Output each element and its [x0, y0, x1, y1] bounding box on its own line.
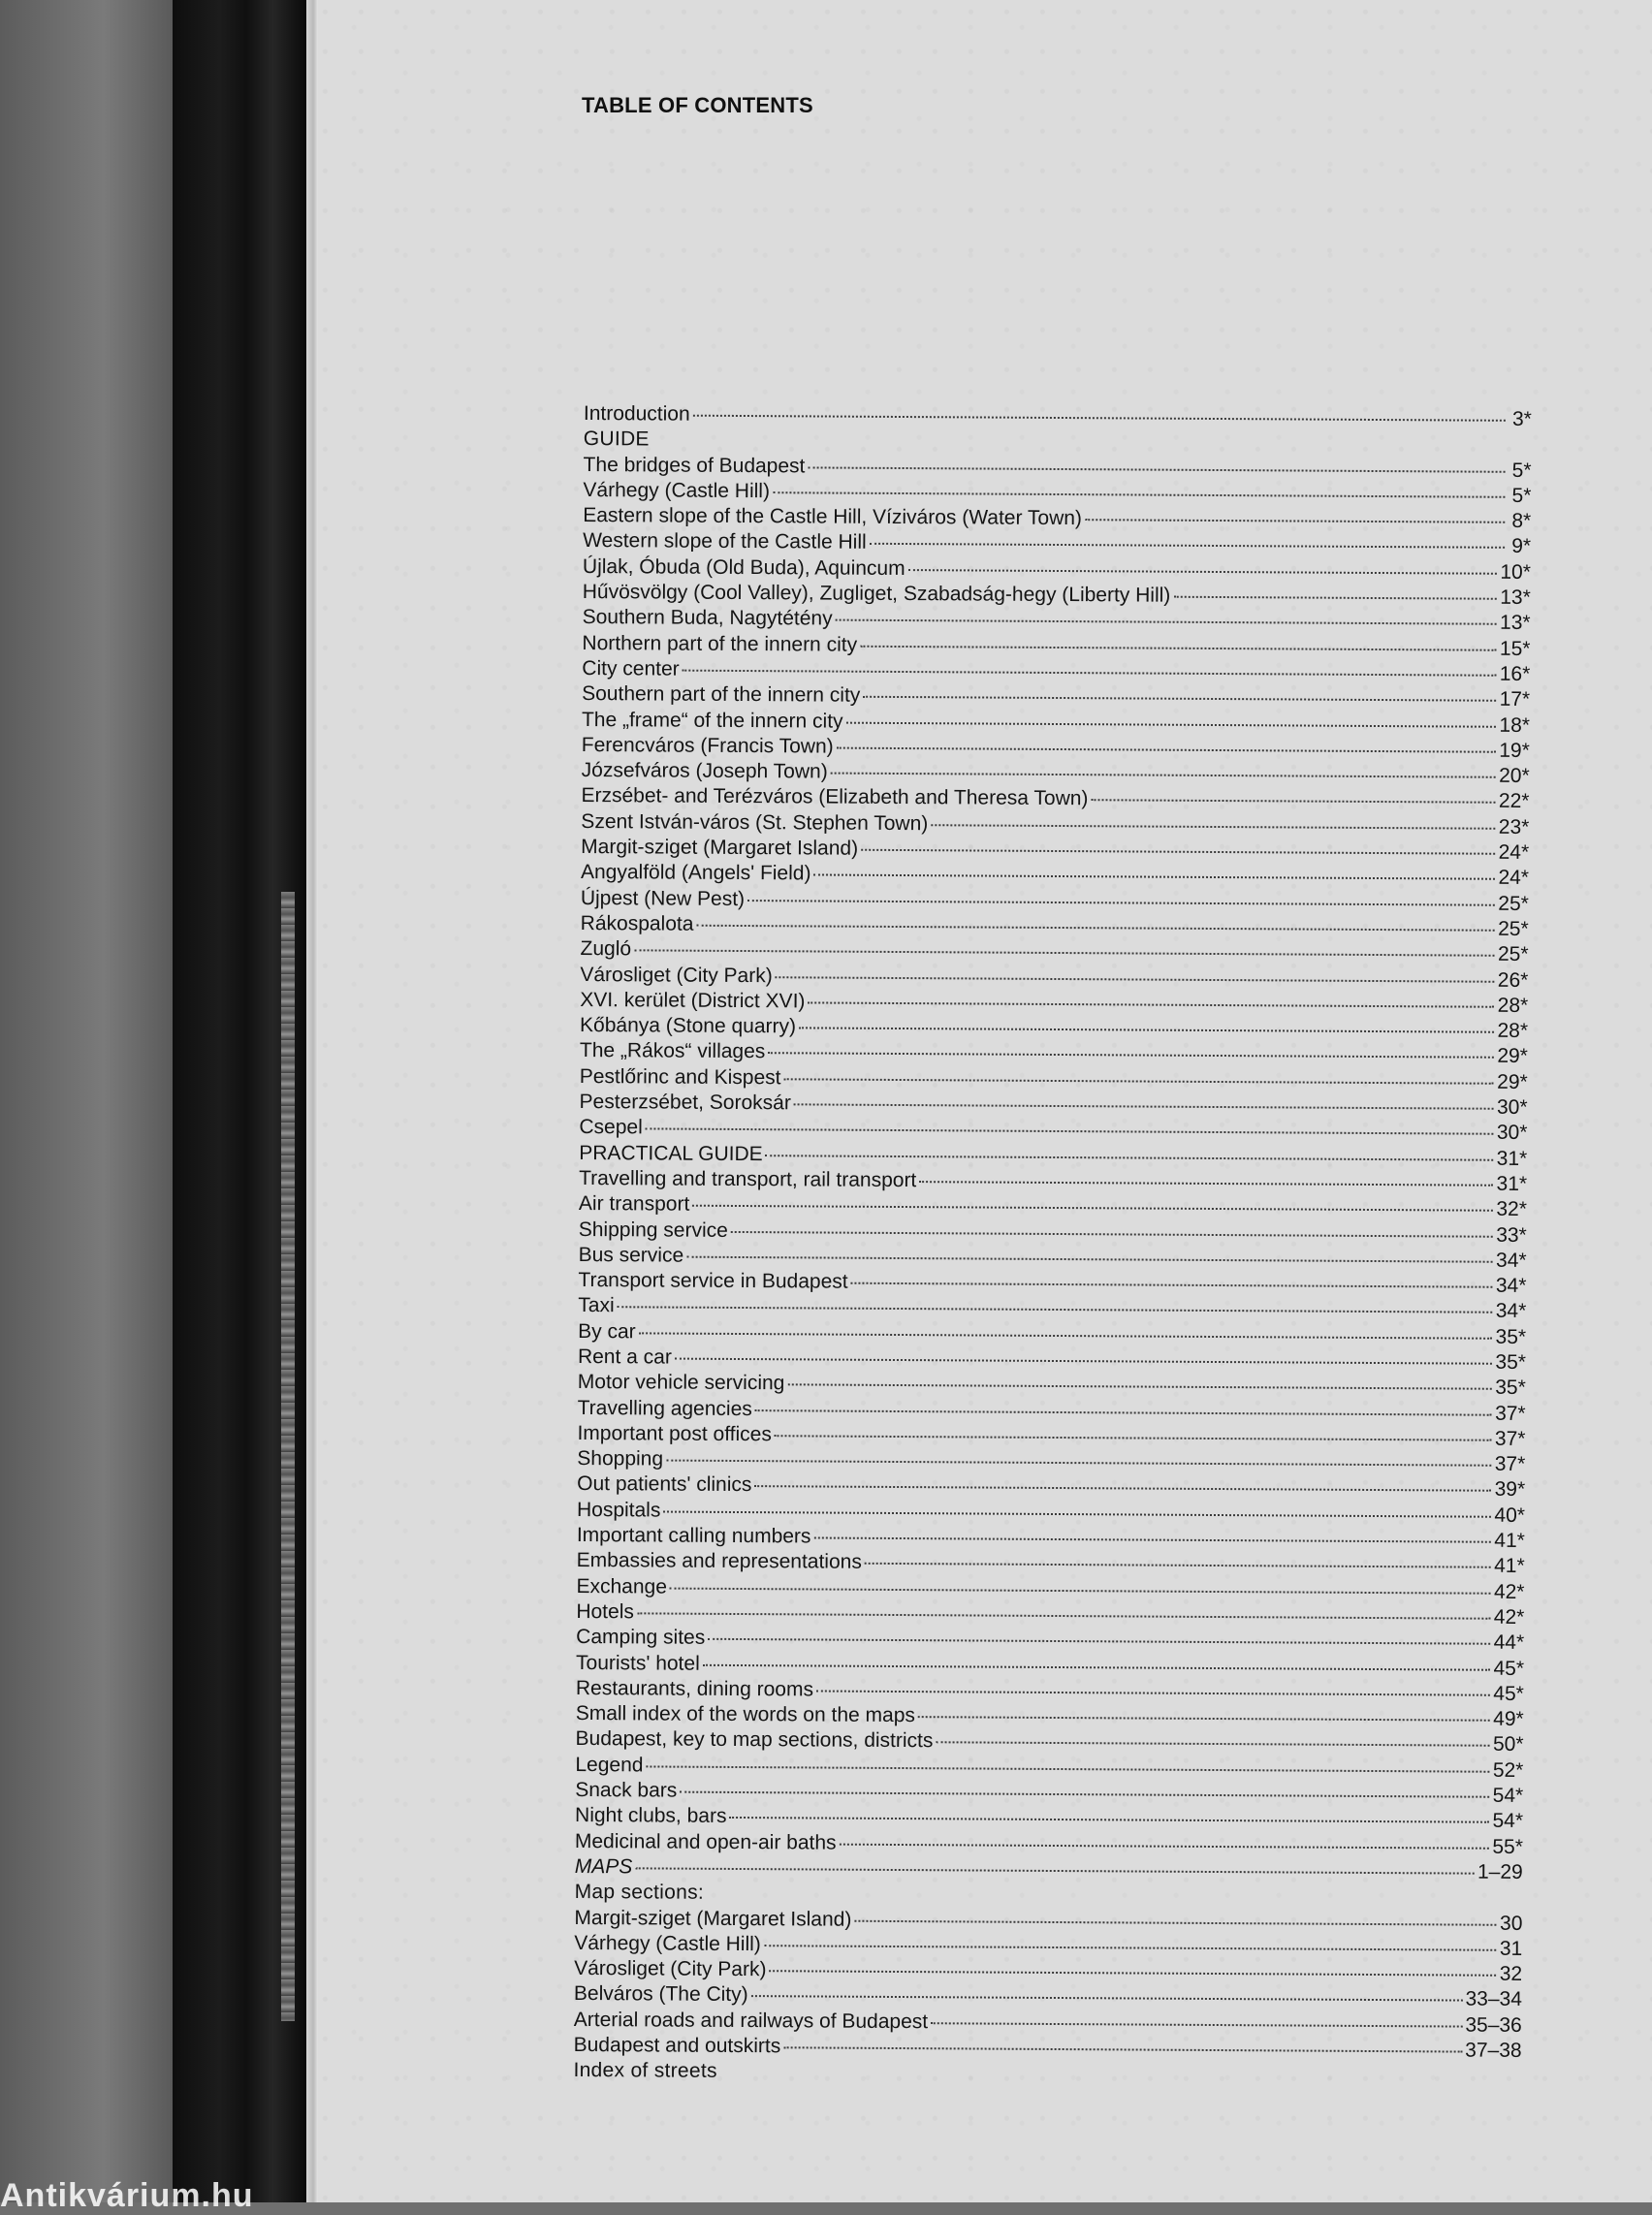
toc-entry-label: Index of streets: [573, 2058, 717, 2084]
toc-entry-label: Air transport: [579, 1191, 690, 1218]
dot-leader: [919, 1181, 1493, 1187]
toc-entry-page: 24*: [1499, 840, 1530, 866]
toc-entry-label: Transport service in Budapest: [578, 1268, 847, 1295]
dot-leader: [816, 1690, 1490, 1695]
dot-leader: [775, 1435, 1492, 1441]
toc-entry-label: Hűvösvölgy (Cool Valley), Zugliget, Szabadság-hegy (Liberty Hill): [583, 580, 1171, 609]
toc-entry-label: Legend: [575, 1753, 643, 1779]
toc-entry-page: 13*: [1500, 611, 1531, 636]
toc-entry-page: 37*: [1495, 1427, 1526, 1452]
toc-entry-label: Western slope of the Castle Hill: [583, 528, 867, 555]
toc-entry-label: Travelling and transport, rail transport: [579, 1166, 916, 1193]
dot-leader: [863, 696, 1496, 702]
toc-entry-page: 31*: [1497, 1146, 1528, 1171]
dot-leader: [751, 1995, 1463, 2001]
toc-entry-label: Kőbánya (Stone quarry): [580, 1013, 796, 1040]
dot-leader: [1091, 800, 1496, 805]
toc-entry-label: Southern part of the innern city: [582, 681, 860, 709]
toc-entry-page: 25*: [1498, 942, 1529, 967]
toc-entry-label: Exchange: [576, 1574, 667, 1600]
toc-entry-label: Pestlőrinc and Kispest: [580, 1064, 781, 1092]
dot-leader: [854, 1919, 1496, 1925]
dot-leader: [663, 1510, 1491, 1517]
toc-entry-label: Városliget (City Park): [580, 963, 773, 990]
toc-entry-page: 35*: [1495, 1376, 1526, 1401]
toc-entry-label: Camping sites: [576, 1625, 705, 1651]
toc-entry-label: The „Rákos“ villages: [580, 1038, 766, 1064]
toc-entry-page: 50*: [1493, 1732, 1524, 1757]
toc-entry-page: 42*: [1494, 1579, 1525, 1604]
toc-entry-label: Arterial roads and railways of Budapest: [574, 2008, 929, 2036]
toc-entry-page: 30: [1499, 1911, 1522, 1936]
dot-leader: [931, 824, 1496, 830]
dot-leader: [865, 1563, 1491, 1568]
toc-entry-page: 18*: [1499, 712, 1530, 738]
toc-entry-label: Embassies and representations: [577, 1548, 862, 1575]
toc-entry-page: 37*: [1495, 1452, 1526, 1477]
dot-leader: [918, 1716, 1490, 1722]
spine-strip: [281, 892, 295, 2021]
toc-entry-page: 37*: [1495, 1401, 1526, 1426]
toc-entry-label: Introduction: [584, 401, 690, 427]
toc-entry-label: By car: [578, 1319, 636, 1345]
toc-entry-label: Medicinal and open-air baths: [575, 1829, 837, 1856]
toc-entry-page: 33*: [1496, 1222, 1527, 1248]
toc-entry-page: 40*: [1494, 1503, 1525, 1529]
dot-leader: [766, 1155, 1494, 1161]
toc-entry-label: Újpest (New Pest): [581, 886, 745, 912]
toc-entry-label: Small index of the words on the maps: [576, 1701, 915, 1728]
toc-entry-page: 8*: [1508, 509, 1531, 534]
toc-entry-page: 17*: [1500, 687, 1531, 712]
dot-leader: [870, 543, 1505, 549]
dot-leader: [851, 1282, 1493, 1288]
dot-leader: [764, 1945, 1496, 1951]
toc-entry-label: XVI. kerület (District XVI): [580, 988, 805, 1015]
dot-leader: [1173, 596, 1497, 600]
page-edge: [306, 0, 318, 2202]
dot-leader: [813, 874, 1495, 880]
toc-entry-page: 41*: [1494, 1554, 1525, 1579]
dot-leader: [696, 925, 1495, 932]
toc-entry-label: MAPS: [575, 1854, 633, 1881]
dot-leader: [936, 1742, 1490, 1747]
toc-entry-page: 25*: [1498, 917, 1529, 942]
toc-entry-page: 29*: [1497, 1044, 1528, 1069]
toc-entry-label: Shopping: [577, 1446, 663, 1472]
toc-entry-label: Motor vehicle servicing: [578, 1370, 785, 1397]
toc-entry-label: The „frame“ of the innern city: [582, 708, 843, 735]
dot-leader: [836, 619, 1497, 625]
toc-entry-label: Budapest and outskirts: [574, 2033, 781, 2060]
dot-leader: [755, 1409, 1492, 1416]
toc-entry-page: 52*: [1493, 1757, 1524, 1783]
toc-entry-label: Szent István-város (St. Stephen Town): [581, 809, 928, 837]
toc-entry-page: 32: [1499, 1962, 1522, 1987]
toc-entry-page: 29*: [1497, 1069, 1528, 1094]
toc-entry-label: Important post offices: [577, 1421, 772, 1448]
dot-leader: [776, 976, 1495, 983]
toc-entry-label: Belváros (The City): [574, 1981, 748, 2008]
toc-entry-label: Restaurants, dining rooms: [576, 1676, 813, 1703]
toc-entry-page: 9*: [1508, 534, 1531, 559]
toc-entry-label: Újlak, Óbuda (Old Buda), Aquincum: [583, 554, 905, 582]
dot-leader: [693, 415, 1506, 422]
toc-entry-page: 24*: [1498, 866, 1529, 891]
toc-entry-page: 32*: [1496, 1197, 1527, 1222]
toc-entry-page: 54*: [1492, 1809, 1523, 1834]
toc-entry-label: Csepel: [579, 1115, 643, 1141]
dot-leader: [683, 670, 1497, 677]
dot-leader: [680, 1791, 1489, 1798]
dot-leader: [675, 1358, 1493, 1365]
toc-entry-page: 10*: [1500, 560, 1531, 585]
toc-entry-page: 44*: [1494, 1630, 1525, 1656]
toc-entry-label: Shipping service: [579, 1217, 728, 1243]
toc-entry-label: Várhegy (Castle Hill): [574, 1931, 761, 1957]
toc-entry-page: 26*: [1498, 967, 1529, 993]
toc-entry-label: The bridges of Budapest: [584, 453, 806, 480]
toc-entry-label: Városliget (City Park): [574, 1956, 767, 1983]
dot-leader: [729, 1817, 1489, 1823]
toc-entry-label: Erzsébet- and Terézváros (Elizabeth and Theresa Town): [581, 783, 1088, 811]
toc-entry-label: Ferencváros (Francis Town): [582, 733, 834, 760]
dot-leader: [794, 1103, 1494, 1109]
dot-leader: [708, 1638, 1490, 1645]
dot-leader: [908, 569, 1498, 575]
dot-leader: [808, 1001, 1494, 1007]
dot-leader: [837, 746, 1497, 752]
toc-entry-label: Map sections:: [575, 1880, 705, 1906]
dot-leader: [861, 849, 1496, 855]
toc-entry-page: 25*: [1498, 891, 1529, 916]
toc-entry-page: 41*: [1494, 1529, 1525, 1554]
toc-entry-label: Margit-sziget (Margaret Island): [581, 835, 858, 862]
toc-entry-label: GUIDE: [584, 427, 650, 453]
toc-entry-page: 30*: [1497, 1121, 1528, 1146]
dot-leader: [639, 1332, 1493, 1339]
dot-leader: [747, 900, 1495, 906]
toc-entry-page: 23*: [1499, 815, 1530, 840]
toc-entry-label: Rent a car: [578, 1345, 672, 1371]
toc-entry-label: Pesterzsébet, Soroksár: [580, 1090, 791, 1117]
dot-leader: [634, 950, 1495, 957]
toc-entry-label: Tourists' hotel: [576, 1651, 700, 1677]
toc-entry-label: Hotels: [576, 1599, 634, 1626]
dot-leader: [637, 1612, 1491, 1619]
toc-entry-page: 28*: [1497, 1019, 1528, 1044]
toc-entry-label: Margit-sziget (Margaret Island): [574, 1905, 851, 1932]
dot-leader: [646, 1765, 1489, 1772]
toc-entry-page: 16*: [1500, 662, 1531, 687]
toc-entry-page: 35*: [1496, 1324, 1527, 1349]
toc-entry-label: Rákospalota: [581, 911, 694, 937]
toc-entry-page: 34*: [1496, 1249, 1527, 1274]
toc-entry-page: 39*: [1495, 1477, 1526, 1503]
toc-entry-page: 49*: [1493, 1707, 1524, 1732]
toc-entry-label: Angyalföld (Angels' Field): [581, 860, 811, 887]
dot-leader: [931, 2022, 1462, 2027]
toc-entry-label: Travelling agencies: [578, 1396, 752, 1422]
toc-entry-page: 55*: [1492, 1834, 1523, 1859]
dot-leader: [840, 1843, 1490, 1849]
dot-leader: [1085, 519, 1505, 523]
toc-entry-label: Northern part of the innern city: [582, 631, 857, 658]
toc-entry-page: 54*: [1493, 1784, 1524, 1809]
toc-entry-label: Eastern slope of the Castle Hill, Víziváros (Water Town): [583, 503, 1082, 531]
toc-list: [573, 401, 1532, 2090]
toc-entry-page: 1–29: [1477, 1860, 1523, 1886]
toc-entry-page: 5*: [1509, 458, 1532, 483]
toc-entry-label: PRACTICAL GUIDE: [579, 1141, 763, 1167]
toc-entry-page: 34*: [1496, 1274, 1527, 1299]
toc-entry-label: Out patients' clinics: [577, 1471, 751, 1498]
toc-entry-page: 33–34: [1465, 1987, 1522, 2013]
dot-leader: [754, 1486, 1491, 1493]
background-left: [0, 0, 173, 2202]
dot-leader: [808, 466, 1505, 472]
page-title: TABLE OF CONTENTS: [582, 93, 813, 118]
toc-entry-label: Bus service: [579, 1243, 684, 1269]
toc-entry-page: 22*: [1499, 789, 1530, 814]
toc-entry-page: 3*: [1509, 407, 1532, 432]
toc-entry-page: 35*: [1495, 1350, 1526, 1376]
toc-entry-label: Snack bars: [575, 1778, 677, 1804]
toc-entry-page: 42*: [1494, 1605, 1525, 1630]
toc-entry-page: 35–36: [1465, 2012, 1522, 2039]
toc-entry-label: Taxi: [578, 1293, 615, 1319]
toc-entry-page: 45*: [1493, 1656, 1524, 1681]
dot-leader: [860, 645, 1497, 650]
toc-entry-label: City center: [582, 656, 680, 682]
toc-entry-page: 30*: [1497, 1095, 1528, 1121]
toc-entry-label: Zugló: [580, 936, 631, 963]
dot-leader: [769, 1970, 1496, 1977]
toc-entry-label: Southern Buda, Nagytétény: [583, 605, 833, 632]
toc-entry-label: Hospitals: [577, 1498, 661, 1524]
toc-entry-page: 13*: [1500, 585, 1531, 611]
toc-entry-page: 19*: [1499, 739, 1530, 764]
dot-leader: [799, 1027, 1494, 1032]
dot-leader: [813, 1537, 1491, 1543]
dot-leader: [783, 2046, 1462, 2052]
dot-leader: [686, 1255, 1493, 1262]
dot-leader: [618, 1307, 1493, 1314]
toc-entry-label: Várhegy (Castle Hill): [583, 478, 770, 504]
dot-leader: [731, 1230, 1493, 1237]
toc-entry-label: Night clubs, bars: [575, 1803, 727, 1829]
dot-leader: [646, 1128, 1494, 1135]
toc-entry-label: Józsefváros (Joseph Town): [582, 758, 828, 785]
toc-entry-page: 15*: [1500, 636, 1531, 661]
dot-leader: [787, 1384, 1492, 1390]
toc-entry-page: 34*: [1496, 1299, 1527, 1324]
toc-entry-page: 37–38: [1465, 2039, 1522, 2065]
toc-entry-page: 20*: [1499, 764, 1530, 789]
dot-leader: [692, 1205, 1493, 1212]
toc-entry-page: 28*: [1498, 994, 1529, 1019]
toc-entry-page: 31: [1499, 1937, 1522, 1962]
toc-entry-label: Important calling numbers: [577, 1523, 811, 1550]
dot-leader: [768, 1053, 1494, 1060]
toc-entry-page: 45*: [1493, 1682, 1524, 1707]
toc-entry-label: Budapest, key to map sections, districts: [575, 1726, 933, 1755]
dot-leader: [831, 773, 1496, 778]
dot-leader: [666, 1460, 1492, 1467]
dot-leader: [773, 491, 1505, 498]
watermark: Antikvárium.hu: [0, 2177, 253, 2215]
dot-leader: [784, 1078, 1495, 1084]
dot-leader: [635, 1867, 1475, 1874]
dot-leader: [846, 721, 1497, 727]
toc-entry-page: 5*: [1508, 484, 1531, 509]
dot-leader: [670, 1587, 1491, 1594]
dot-leader: [703, 1663, 1491, 1670]
toc-entry-page: 31*: [1496, 1172, 1527, 1197]
